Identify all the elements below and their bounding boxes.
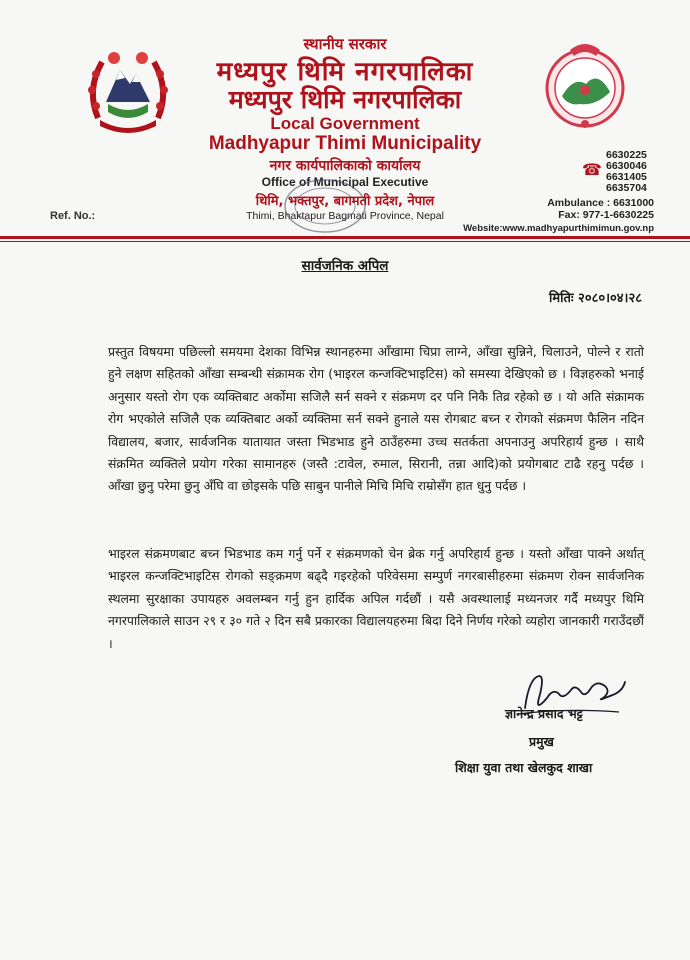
telephone-icon: ☎: [582, 160, 602, 179]
phone-number: 6631405: [606, 171, 647, 183]
subject-text: सार्वजनिक अपिल: [301, 258, 389, 274]
body-paragraph-2: भाइरल संक्रमणबाट बच्न भिडभाड कम गर्नु पर्ने र संक्रमणको चेन ब्रेक गर्नु अपरिहार्य हुन्छ । यस्तो आँखा पाक्ने अर्थात् भाइरल कन्जक्टिभाइटिस रोगको सङ्क्रमण बढ्दै गइरहेको परिवेसमा सम्पुर्ण नगरबासीहरुमा संक्रमण रोक्न सार्वजनिक स्थलमा सुरक्षाका उपायहरु अवलम्बन गर्नु हुन हार्दिक अपिल गर्दछौं । यसै अवस्थालाई मध्यनजर गर्दै मध्यपुर थिमि नगरपालिकाले साउन २९ र ३० गते २ दिन सबै प्रकारका विद्यालयहरुमा बिदा दिने निर्णय गरेको व्यहोरा जानकारी गराउँदछौं ।: [108, 546, 644, 651]
signer-name: ज्ञानेन्द्र प्रसाद भट्ट: [505, 706, 583, 721]
local-government-np: स्थानीय सरकार: [303, 35, 387, 53]
phone-number: 6630046: [606, 160, 647, 172]
office-stamp-icon: [280, 176, 370, 236]
signer-position: प्रमुख: [529, 734, 554, 749]
ambulance-number: Ambulance : 6631000: [547, 197, 654, 209]
phone-number: 6635704: [606, 182, 647, 194]
decorative-municipality-name: मध्यपुर थिमि नगरपालिका: [216, 57, 474, 87]
phone-number: 6630225: [606, 149, 647, 161]
address-np: थिमि, भक्तपुर, बागमती प्रदेश, नेपाल: [255, 194, 435, 209]
reference-number-label: Ref. No.:: [50, 210, 96, 222]
body-paragraph-1: प्रस्तुत विषयमा पछिल्लो समयमा देशका विभिन्न स्थानहरुमा आँखामा चिप्रा लाग्ने, आँखा सुन्निने, चिलाउने, पोल्ने र रातो हुने लक्षण सहितको आँखा सम्बन्धी संक्रामक रोग (भाइरल कन्जक्टिभाइटिस) को समस्या देखिएको छ । विज्ञहरुको भनाई अनुसार यस्तो रोग एक व्यक्तिबाट अर्कोमा सजिलै सर्न सक्ने र संक्रमण दर पनि निकै तिव्र रहेको छ । यो अति संक्रामक रोग भएकोले सजिलै एक व्यक्तिबाट अर्को व्यक्तिमा सर्न सक्ने हुनाले यस रोगबाट बच्न र रोगको संक्रमण फैलिन नदिन विद्यालय, बजार, सार्वजनिक यातायात जस्ता भिडभाड हुने ठाउँहरुमा उच्च सतर्कता अपनाउनु अपरिहार्य हुन्छ । साथै संक्रमित व्यक्तिले प्रयोग गरेका सामानहरु (जस्तै :टावेल, रुमाल, सिरानी, तन्ना आदि)को प्रयोगबाट टाढै रहनु पर्दछ । आँखा छुनु परेमा छुनु अँघि वा छोइसके पछि साबुन पानीले मिचि मिचि राम्रोसँग हात धुनु पर्दछ ।: [108, 344, 644, 494]
letter-subject: [0, 256, 690, 274]
website-address: Website:www.madhyapurthimimun.gov.np: [463, 223, 654, 234]
fax-number: Fax: 977-1-6630225: [558, 209, 654, 221]
municipality-name-en: Madhyapur Thimi Municipality: [208, 133, 482, 154]
header-divider-thin: [0, 241, 690, 242]
office-name-en: Office of Municipal Executive: [261, 175, 429, 189]
local-government-en: Local Government: [270, 114, 420, 133]
municipality-name-np: मध्यपुर थिमि नगरपालिका: [228, 85, 462, 114]
signer-department: शिक्षा युवा तथा खेलकुद शाखा: [455, 760, 593, 775]
office-name-np: नगर कार्यपालिकाको कार्यालय: [269, 158, 421, 174]
contact-info: [547, 197, 654, 221]
letter-date: मितिः २०८०।०४।२८: [548, 291, 642, 306]
phone-numbers: [606, 150, 647, 194]
header-divider: [0, 236, 690, 239]
address-en: Thimi, Bhaktapur Bagmati Province, Nepal: [246, 210, 444, 222]
